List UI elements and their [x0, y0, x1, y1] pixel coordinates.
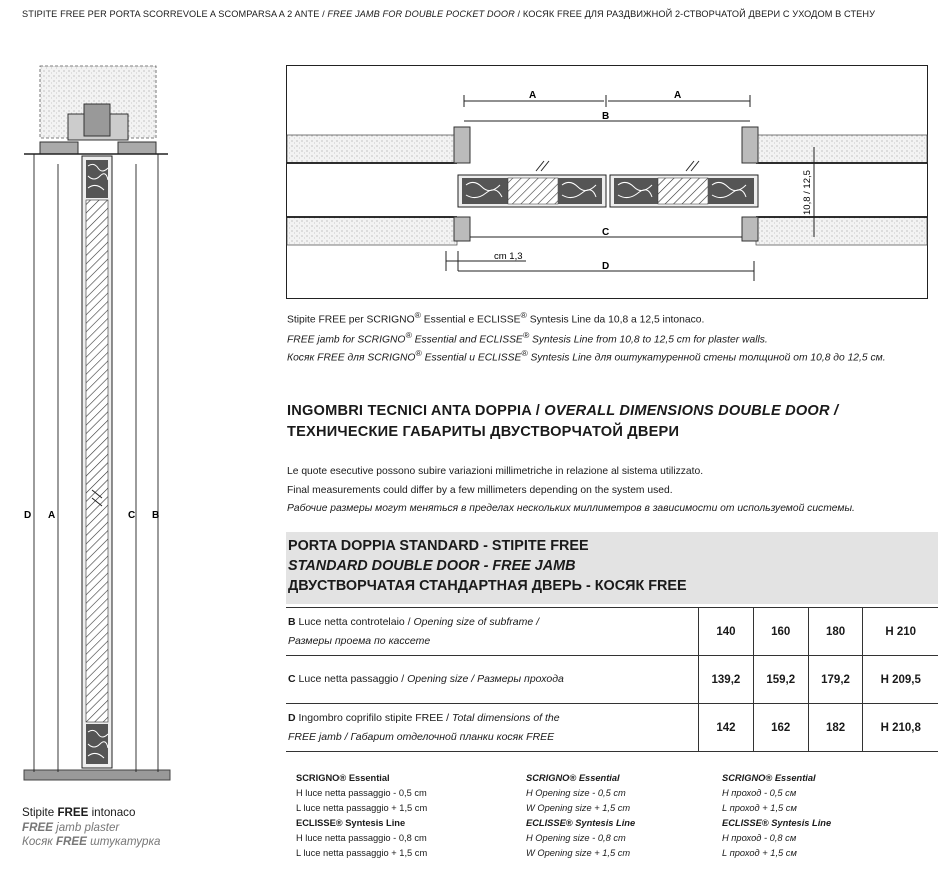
table-cell: H 210,8	[863, 704, 938, 752]
table-cell: 179,2	[808, 656, 863, 704]
page-header	[22, 9, 875, 19]
section-title-it: PORTA DOPPIA STANDARD - STIPITE FREE	[288, 538, 589, 554]
plan-dim-c: C	[602, 227, 610, 238]
header-ru: / КОСЯК FREE ДЛЯ РАЗДВИЖНОЙ 2-СТВОРЧАТОЙ ДВЕРИ С УХОДОМ В СТЕНУ	[514, 9, 876, 19]
header-en: FREE JAMB FOR DOUBLE POCKET DOOR	[327, 9, 515, 19]
page-title: INGOMBRI TECNICI ANTA DOPPIA / OVERALL DIMENSIONS DOUBLE DOOR /	[287, 403, 839, 419]
plan-drawing	[286, 65, 928, 299]
table-cell: 142	[699, 704, 754, 752]
vertical-section-drawing	[18, 60, 178, 785]
section-dim-d: D	[24, 510, 32, 521]
table-row: D Ingombro coprifilo stipite FREE / Total dimensions of the FREE jamb / Габарит отделочной планки косяк FREE 142 162 182 H 210,8	[286, 704, 938, 752]
footnote-col-ru: SCRIGNO® Essential H проход - 0,5 см L проход + 1,5 см ECLISSE® Syntesis Line H проход - 0,8 см L проход + 1,5 см	[722, 773, 832, 858]
section-dim-b: B	[152, 510, 160, 521]
page-title-ru: ТЕХНИЧЕСКИЕ ГАБАРИТЫ ДВУСТВОРЧАТОЙ ДВЕРИ	[287, 424, 680, 440]
section-header	[286, 532, 938, 604]
table-cell: 182	[808, 704, 863, 752]
table-row: B Luce netta controtelaio / Opening size of subframe / Размеры проема по кассете 140 160 180 H 210	[286, 608, 938, 656]
plan-dim-a-left: A	[529, 90, 537, 101]
note-en: Final measurements could differ by a few millimeters depending on the system used.	[287, 485, 673, 496]
note-it: Le quote esecutive possono subire variazioni millimetriche in relazione al sistema utilizzato.	[287, 466, 704, 477]
table-row: C Luce netta passaggio / Opening size / Размеры прохода 139,2 159,2 179,2 H 209,5	[286, 656, 938, 704]
section-dim-a: A	[48, 510, 56, 521]
table-cell: 162	[753, 704, 808, 752]
plan-dim-thickness: 10,8 / 12,5	[802, 170, 813, 215]
section-caption: Stipite FREE intonaco FREE jamb plaster Косяк FREE штукатурка	[22, 806, 161, 848]
footnote-col-en: SCRIGNO® Essential H Opening size - 0,5 cm W Opening size + 1,5 cm ECLISSE® Syntesis Line H Opening size - 0,8 cm W Opening size + 1,5 cm	[526, 773, 636, 858]
plan-dim-cm: cm 1,3	[494, 251, 523, 262]
dimensions-table	[286, 607, 938, 752]
table-cell: 139,2	[699, 656, 754, 704]
table-cell: 159,2	[753, 656, 808, 704]
footnote-col-it: SCRIGNO® Essential H luce netta passaggio - 0,5 cm L luce netta passaggio + 1,5 cm ECLISSE® Syntesis Line H luce netta passaggio - 0,8 cm L luce netta passaggio + 1,5 cm	[296, 773, 428, 858]
table-cell: H 210	[863, 608, 938, 656]
table-cell: H 209,5	[863, 656, 938, 704]
table-cell: 160	[753, 608, 808, 656]
section-title-ru: ДВУСТВОРЧАТАЯ СТАНДАРТНАЯ ДВЕРЬ - КОСЯК FREE	[288, 578, 687, 594]
section-dim-c: C	[128, 510, 136, 521]
note-ru: Рабочие размеры могут меняться в пределах нескольких миллиметров в зависимости от используемой системы.	[287, 503, 855, 514]
section-title-en: STANDARD DOUBLE DOOR - FREE JAMB	[288, 558, 576, 574]
plan-dim-a-right: A	[674, 90, 682, 101]
table-cell: 140	[699, 608, 754, 656]
caption-it: Stipite FREE per SCRIGNO® Essential e ECLISSE® Syntesis Line da 10,8 a 12,5 intonaco.	[287, 310, 705, 326]
caption-en: FREE jamb for SCRIGNO® Essential and ECLISSE® Syntesis Line from 10,8 to 12,5 cm for plaster walls.	[287, 330, 768, 346]
plan-dim-d: D	[602, 261, 610, 272]
header-it: STIPITE FREE PER PORTA SCORREVOLE A SCOMPARSA A 2 ANTE /	[22, 9, 328, 19]
plan-dim-b: B	[602, 111, 610, 122]
caption-ru: Косяк FREE для SCRIGNO® Essential и ECLISSE® Syntesis Line для оштукатуренной стены толщиной от 10,8 до 12,5 см.	[287, 348, 886, 364]
table-cell: 180	[808, 608, 863, 656]
